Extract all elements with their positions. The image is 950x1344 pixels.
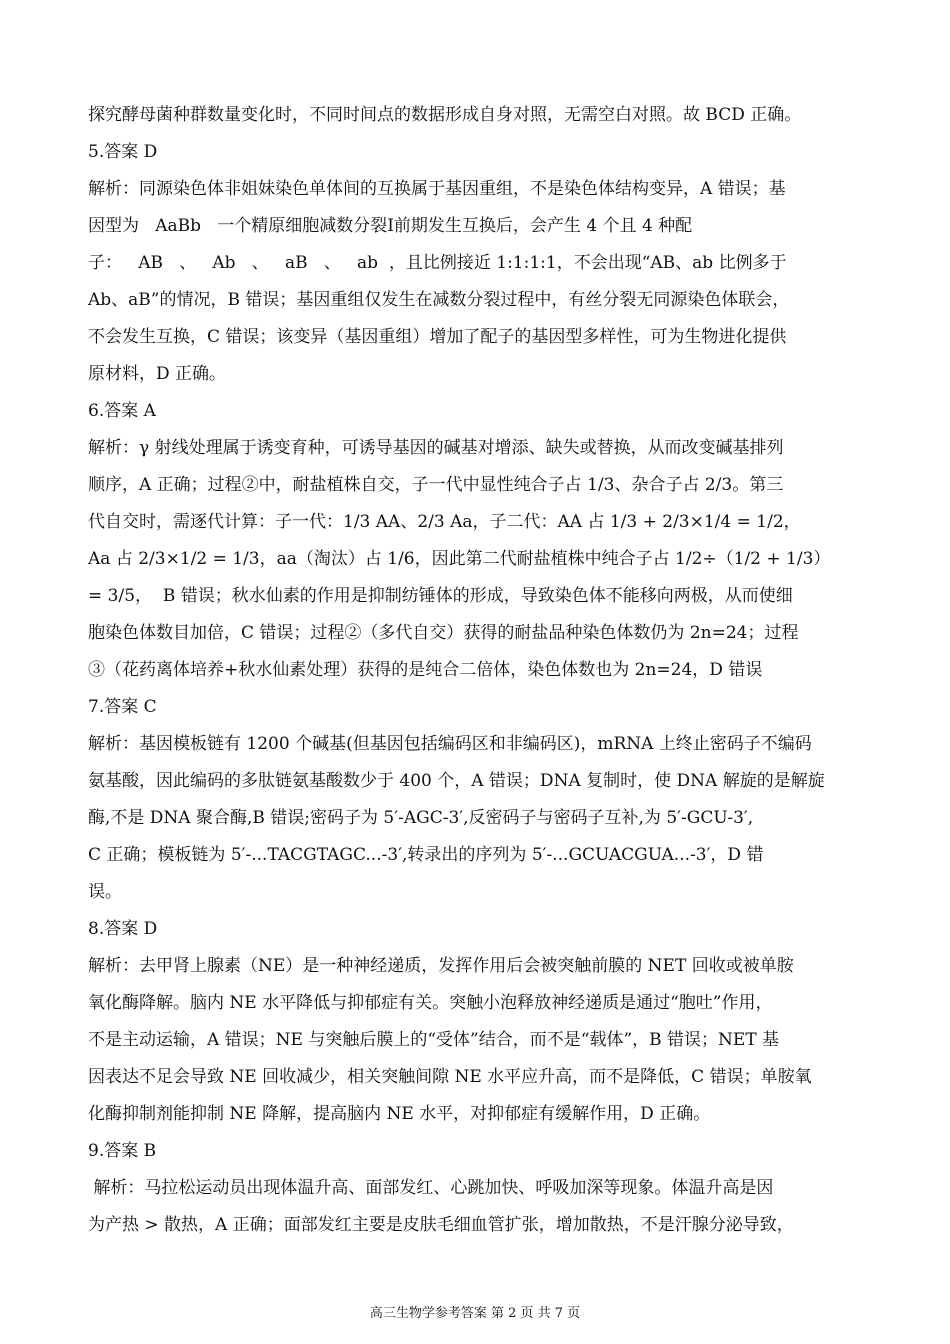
text-line: 不是主动运输，A 错误；NE 与突触后膜上的“受体”结合，而不是“载体”，B 错误；NET 基 xyxy=(88,1030,780,1050)
text-line: 子： AB 、 Ab 、 aB 、 ab ，且比例接近 1:1:1:1，不会出现“AB、ab 比例多于 xyxy=(88,253,787,273)
text-line: 顺序，A 正确；过程②中，耐盐植株自交，子一代中显性纯合子占 1/3、杂合子占 2/3。第三 xyxy=(88,475,784,495)
text-line: 胞染色体数目加倍，C 错误；过程②（多代自交）获得的耐盐品种染色体数仍为 2n=24；过程 xyxy=(88,623,799,643)
text-line: 解析：γ 射线处理属于诱变育种，可诱导基因的碱基对增添、缺失或替换，从而改变碱基排列 xyxy=(88,438,784,458)
text-line: 原材料，D 正确。 xyxy=(88,364,227,384)
text-line: 酶,不是 DNA 聚合酶,B 错误;密码子为 5′-AGC-3′,反密码子与密码子互补,为 5′-GCU-3′, xyxy=(88,808,754,828)
text-line: 解析：基因模板链有 1200 个碱基(但基因包括编码区和非编码区)，mRNA 上终止密码子不编码 xyxy=(88,734,812,754)
text-line: C 正确；模板链为 5′-...TACGTAGC...-3′,转录出的序列为 5′-...GCUACGUA...-3′，D 错 xyxy=(88,845,764,865)
text-line: 解析：去甲肾上腺素（NE）是一种神经递质，发挥作用后会被突触前膜的 NET 回收或被单胺 xyxy=(88,956,794,976)
answer-heading: 7.答案 C xyxy=(88,697,157,717)
text-line: 探究酵母菌种群数量变化时，不同时间点的数据形成自身对照，无需空白对照。故 BCD 正确。 xyxy=(88,105,802,125)
text-line: 不会发生互换，C 错误；该变异（基因重组）增加了配子的基因型多样性，可为生物进化提供 xyxy=(88,327,787,347)
text-line: 氨基酸，因此编码的多肽链氨基酸数少于 400 个，A 错误；DNA 复制时，使 DNA 解旋的是解旋 xyxy=(88,771,825,791)
text-line: 解析：同源染色体非姐妹染色单体间的互换属于基因重组，不是染色体结构变异，A 错误；基 xyxy=(88,179,786,199)
text-line: 因表达不足会导致 NE 回收减少，相关突触间隙 NE 水平应升高，而不是降低，C 错误；单胺氧 xyxy=(88,1067,812,1087)
text-line: Ab、aB”的情况，B 错误；基因重组仅发生在减数分裂过程中，有丝分裂无同源染色体联会， xyxy=(88,290,790,310)
page-footer: 高三生物学参考答案 第 2 页 共 7 页 xyxy=(369,1306,581,1321)
text-line: ③（花药离体培养+秋水仙素处理）获得的是纯合二倍体，染色体数也为 2n=24，D 错误 xyxy=(88,660,763,680)
text-line: 因型为 AaBb 一个精原细胞减数分裂Ⅰ前期发生互换后，会产生 4 个且 4 种配 xyxy=(88,216,693,236)
text-line: 误。 xyxy=(88,882,122,902)
answer-heading: 9.答案 B xyxy=(88,1141,157,1161)
text-line: 氧化酶降解。脑内 NE 水平降低与抑郁症有关。突触小泡释放神经递质是通过“胞吐”作用， xyxy=(88,993,773,1013)
answer-heading: 8.答案 D xyxy=(88,919,158,939)
answer-heading: 6.答案 A xyxy=(88,401,156,421)
text-line: = 3/5， B 错误；秋水仙素的作用是抑制纺锤体的形成，导致染色体不能移向两极，从而使细 xyxy=(88,586,793,606)
text-line: 解析：马拉松运动员出现体温升高、面部发红、心跳加快、呼吸加深等现象。体温升高是因 xyxy=(88,1178,774,1198)
text-line: 化酶抑制剂能抑制 NE 降解，提高脑内 NE 水平，对抑郁症有缓解作用，D 正确。 xyxy=(88,1104,711,1124)
answer-heading: 5.答案 D xyxy=(88,142,158,162)
text-line: Aa 占 2/3×1/2 = 1/3，aa（淘汰）占 1/6，因此第二代耐盐植株中纯合子占 1/2÷（1/2 + 1/3） xyxy=(88,549,831,569)
text-line: 代自交时，需逐代计算：子一代：1/3 AA、2/3 Aa，子二代：AA 占 1/3 + 2/3×1/4 = 1/2， xyxy=(88,512,801,532)
text-line: 为产热 > 散热，A 正确；面部发红主要是皮肤毛细血管扩张，增加散热，不是汗腺分泌导致， xyxy=(88,1215,794,1235)
